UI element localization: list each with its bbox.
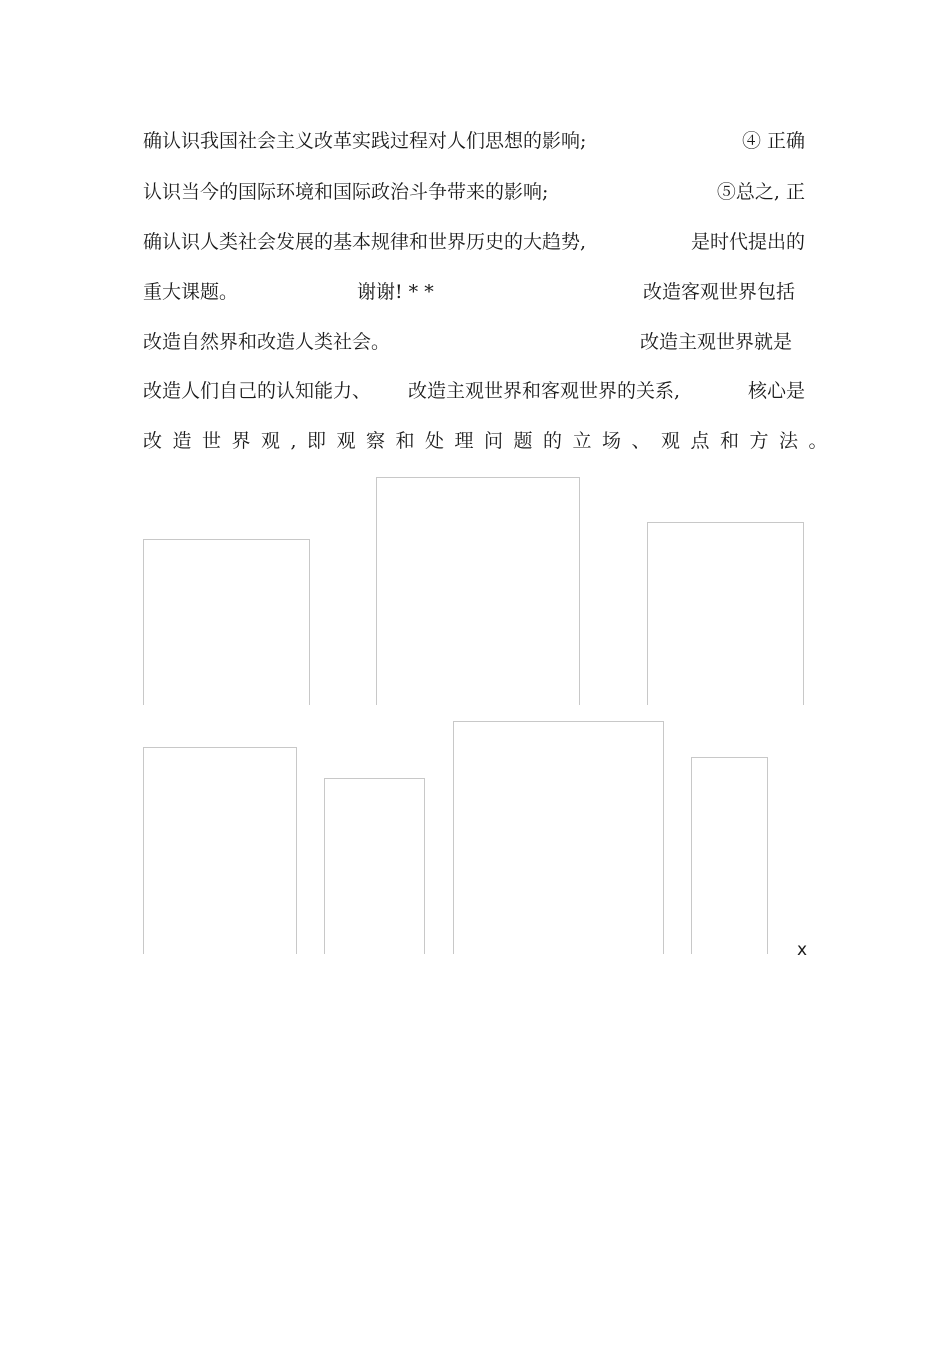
line-1-right: ④ 正确 [741,130,805,152]
empty-frame-7 [691,757,768,954]
empty-frame-4 [143,747,297,954]
line-6-left: 改造人们自己的认知能力、 [143,380,372,402]
line-3-right: 是时代提出的 [690,231,805,253]
line-2-left: 认识当今的国际环境和国际政治斗争带来的影响; [143,181,549,203]
paragraph-line-2 [143,177,805,207]
line-6-middle: 改造主观世界和客观世界的关系, [408,380,681,402]
paragraph-line-3 [143,227,805,257]
line-7-text: 改造世界观,即观察和处理问题的立场、观点和方法。 [143,430,839,452]
empty-frame-3 [647,522,804,705]
empty-frame-2 [376,477,580,705]
footnote-mark: x [797,940,808,960]
paragraph-line-7 [143,426,839,456]
line-2-right: ⑤总之, 正 [716,181,805,203]
line-4-middle: 谢谢! * * [357,281,434,303]
paragraph-line-5 [143,327,805,357]
paragraph-line-1 [143,126,805,156]
empty-frame-1 [143,539,310,705]
paragraph-line-6 [143,376,805,406]
line-6-right: 核心是 [747,380,805,402]
line-5-right: 改造主观世界就是 [639,331,792,353]
line-3-left: 确认识人类社会发展的基本规律和世界历史的大趋势, [143,231,587,253]
paragraph-line-4 [143,277,805,307]
line-5-left: 改造自然界和改造人类社会。 [143,331,391,353]
empty-frame-5 [324,778,425,954]
line-4-left: 重大课题。 [143,281,239,303]
line-1-left: 确认识我国社会主义改革实践过程对人们思想的影响; [143,130,587,152]
empty-frame-6 [453,721,664,954]
line-4-right: 改造客观世界包括 [642,281,795,303]
